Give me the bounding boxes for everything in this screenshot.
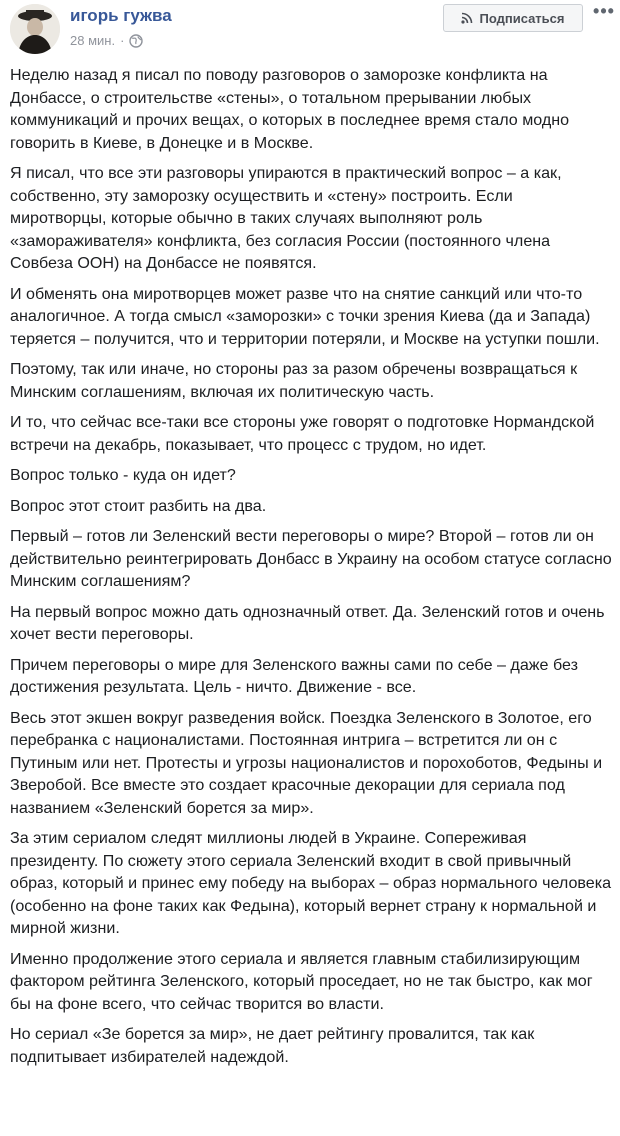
author-name-link[interactable]: игорь гужва bbox=[70, 6, 172, 25]
subscribe-button[interactable] bbox=[443, 4, 583, 32]
user-avatar-icon[interactable] bbox=[10, 4, 60, 54]
post-header bbox=[0, 0, 620, 58]
post-paragraph: Неделю назад я писал по поводу разговоров о заморозке конфликта на Донбассе, о строительстве «стены», о тотальном прерывании любых коммуникаций и прочих вещах, о которых в последнее время стало модно говорить в Киеве, в Донецке и в Москве. bbox=[10, 66, 570, 152]
globe-icon[interactable] bbox=[129, 34, 143, 48]
rss-icon bbox=[461, 12, 473, 24]
subscribe-label: Подписаться bbox=[479, 10, 565, 26]
post-text bbox=[10, 64, 612, 1076]
post-paragraph: Вопрос этот стоит разбить на два. bbox=[10, 496, 267, 515]
meta-separator: · bbox=[120, 33, 125, 48]
post-paragraph: Но сериал «Зе борется за мир», не дает рейтингу провалится, так как подпитывает избирателей надеждой. bbox=[10, 1025, 535, 1066]
post-paragraph: На первый вопрос можно дать однозначный ответ. Да. Зеленский готов и очень хочет вести переговоры. bbox=[10, 602, 605, 643]
post-paragraph: Вопрос только - куда он идет? bbox=[10, 466, 236, 484]
post-paragraph: Первый – готов ли Зеленский вести переговоры о мире? Второй – готов ли он действительно реинтегрировать Донбасс в Украину на особом статусе согласно Минским соглашениям? bbox=[10, 527, 612, 590]
post-paragraph: Весь этот экшен вокруг разведения войск. Поездка Зеленского в Золотое, его перебранка с националистами. Постоянная интрига – встретится ли он с Путиным или нет. Протесты и угрозы националистов и порохоботов, Федыны и Зверобой. Все вместе это создает красочные декорации для сериала под названием «Зеленский борется за мир». bbox=[10, 708, 603, 817]
post-paragraph: Причем переговоры о мире для Зеленского важны сами по себе – даже без достижения результата. Цель - ничто. Движение - все. bbox=[10, 655, 578, 696]
more-options-button[interactable]: ••• bbox=[593, 1, 615, 21]
post-paragraph: Я писал, что все эти разговоры упираются в практический вопрос – а как, собственно, эту заморозку осуществить и «стену» построить. Если миротворцы, которые обычно в таких случаях выполняют роль «замораживателя» конфликта, без согласия России (постоянного члена Совбеза ООН) на Донбассе не появятся. bbox=[10, 164, 562, 272]
post-paragraph: За этим сериалом следят миллионы людей в Украине. Сопереживая президенту. По сюжету этого сериала Зеленский входит в свой привычный образ, который и принес ему победу на выборах – образ нормального человека (особенно на фоне таких как Федына), который вернет страну к нормальной и мирной жизни. bbox=[10, 829, 612, 937]
post-paragraph: И обменять она миротворцев может разве что на снятие санкций или что-то аналогичное. А тогда смысл «заморозки» с точки зрения Киева (да и Запада) теряется – получится, что и территории потеряли, и Москве на уступки пошли. bbox=[10, 284, 600, 348]
post-paragraph: Именно продолжение этого сериала и является главным стабилизирующим фактором рейтинга Зеленского, который проседает, но не так быстро, как мог бы на фоне всего, что сейчас творится во власти. bbox=[10, 949, 593, 1013]
post-paragraph: И то, что сейчас все-таки все стороны уже говорят о подготовке Нормандской встречи на декабрь, показывает, что процесс с трудом, но идет. bbox=[10, 413, 595, 454]
post-timestamp[interactable]: 28 мин. bbox=[70, 33, 116, 48]
post-paragraph: Поэтому, так или иначе, но стороны раз за разом обречены возвращаться к Минским соглашениям, включая их политическую часть. bbox=[10, 360, 578, 401]
post-meta bbox=[70, 33, 143, 48]
